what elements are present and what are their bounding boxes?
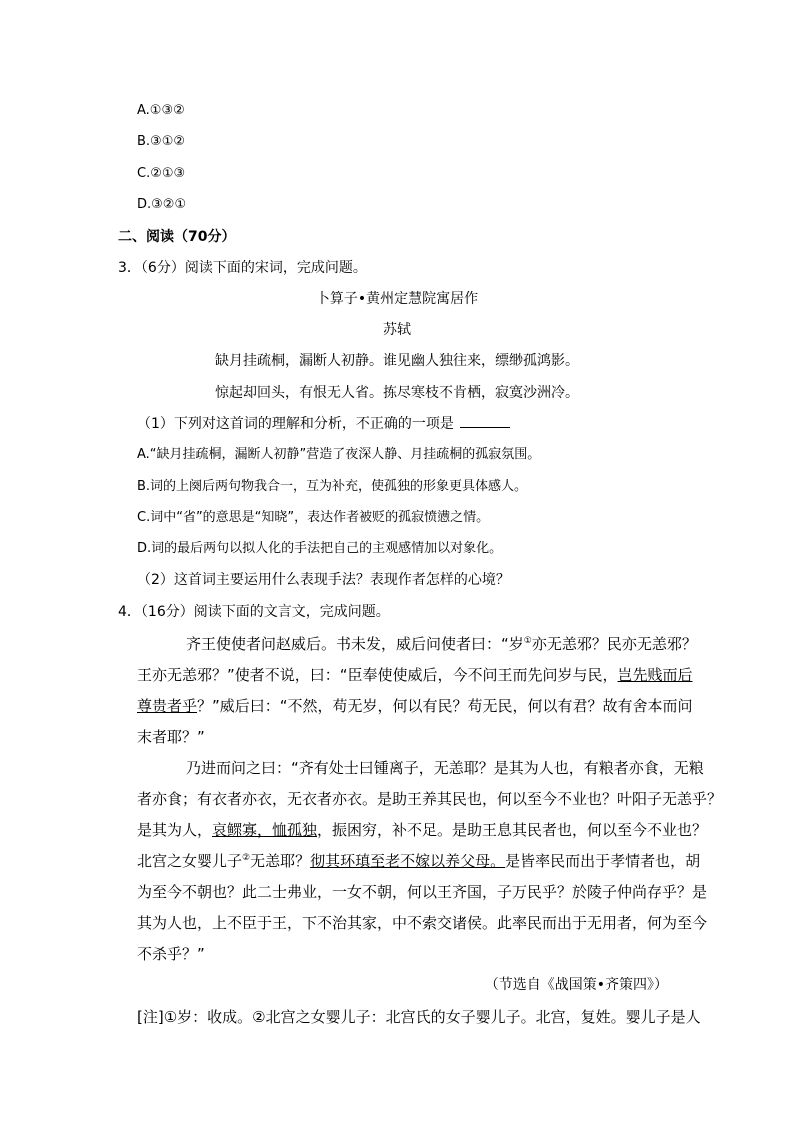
answer-blank (460, 415, 510, 428)
passage-p2-line-1: 乃进而问之曰：“齐有处士曰锺离子，无恙耶？是其为人也，有粮者亦食，无粮 (186, 759, 704, 777)
poem-author: 苏轼 (383, 322, 411, 338)
choice-c: C.词中“省”的意思是“知晓”，表达作者被贬的孤寂愤懑之情。 (137, 510, 490, 525)
q3-sub2: （2）这首词主要运用什么表现手法？表现作者怎样的心境？ (137, 572, 510, 588)
option-c: C.②①③ (137, 166, 186, 181)
choice-d: D.词的最后两句以拟人化的手法把自己的主观感情加以对象化。 (137, 541, 503, 556)
passage-p2-line-6: 其为人也，上不臣于王，下不治其家，中不索交诸侯。此率民而出于无用者，何为至今 (137, 914, 708, 932)
poem-title: 卜算子•黄州定慧院寓居作 (315, 291, 479, 307)
passage-p2-line-7: 不杀乎？” (137, 945, 205, 963)
section-heading: 二、阅读（70分） (118, 229, 236, 245)
poem-line-1: 缺月挂疏桐，漏断人初静。谁见幽人独往来，缥缈孤鸿影。 (215, 353, 579, 369)
passage-note: [注]①岁：收成。②北宫之女婴儿子：北宫氏的女子婴儿子。北宫，复姓。婴儿子是人 (137, 1008, 701, 1026)
passage-p1-line-2: 王亦无恙邪？”使者不说，曰：“臣奉使使威后，今不问王而先问岁与民，岂先贱而后 (137, 666, 693, 684)
choice-a: A.“缺月挂疏桐，漏断人初静”营造了夜深人静、月挂疏桐的孤寂氛围。 (137, 447, 541, 462)
poem-line-2: 惊起却回头，有恨无人省。拣尽寒枝不肯栖，寂寞沙洲冷。 (215, 385, 579, 401)
passage-p1-line-4: 末者耶？” (137, 728, 205, 746)
option-d: D.③②① (137, 197, 187, 212)
passage-p2-line-3: 是其为人，哀鳏寡，恤孤独，振困穷，补不足。是助王息其民者也，何以至今不业也？ (137, 821, 708, 839)
q3-stem: 3．（6分）阅读下面的宋词，完成问题。 (118, 260, 367, 276)
passage-p2-line-4: 北宫之女婴儿子②无恙耶？彻其环瑱至老不嫁以养父母。是皆率民而出于孝情者也，胡 (137, 852, 701, 870)
q3-sub1: （1）下列对这首词的理解和分析，不正确的一项是 (137, 415, 510, 433)
passage-p1-line-3: 尊贵者乎？”威后曰：“不然，苟无岁，何以有民？苟无民，何以有君？故有舍本而问 (137, 697, 693, 715)
option-b: B.③①② (137, 134, 186, 149)
passage-p1-line-1: 齐王使使者问赵威后。书未发，威后问使者曰：“岁①亦无恙邪？民亦无恙邪？ (186, 635, 697, 653)
passage-p2-line-5: 为至今不朝也？此二士弗业，一女不朝，何以王齐国，子万民乎？於陵子仲尚存乎？是 (137, 883, 708, 901)
q4-stem: 4．（16分）阅读下面的文言文，完成问题。 (118, 604, 390, 620)
passage-p2-line-2: 者亦食；有衣者亦衣，无衣者亦衣。是助王养其民也，何以至今不业也？叶阳子无恙乎？ (137, 790, 723, 808)
option-a: A.①③② (137, 103, 185, 118)
choice-b: B.词的上阕后两句物我合一，互为补充，使孤独的形象更具体感人。 (137, 479, 528, 494)
passage-source: （节选自《战国策•齐策四》） (484, 977, 668, 993)
